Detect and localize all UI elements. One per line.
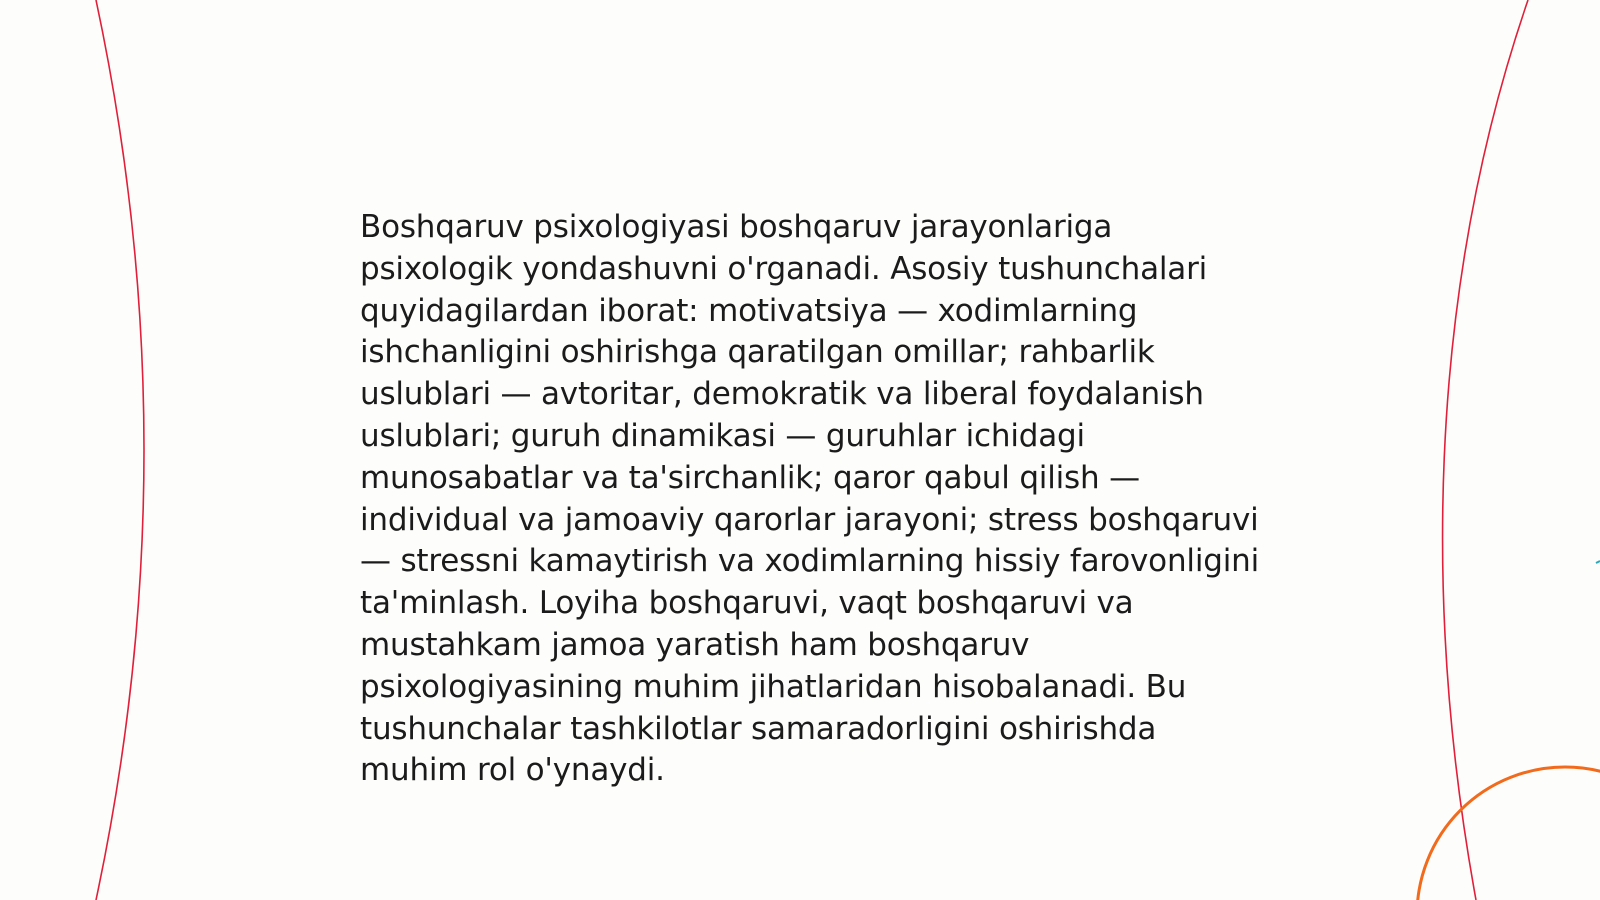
right-red-curve xyxy=(1443,0,1528,900)
slide-body-text: Boshqaruv psixologiyasi boshqaruv jarayonlariga psixologik yondashuvni o'rganadi. Asosiy tushunchalari quyidagilardan iborat: motivatsiya — xodimlarning ishchanligini oshirishga qaratilgan omillar; rahbarlik uslublari — avtoritar, demokratik va liberal foydalanish uslublari; guruh dinamikasi — guruhlar ichidagi munosabatlar va ta'sirchanlik; qaror qabul qilish — individual va jamoaviy qarorlar jarayoni; stress boshqaruvi — stressni kamaytirish va xodimlarning hissiy farovonligini ta'minlash. Loyiha boshqaruvi, vaqt boshqaruvi va mustahkam jamoa yaratish ham boshqaruv psixologiyasining muhim jihatlaridan hisobalanadi. Bu tushunchalar tashkilotlar samaradorligini oshirishda muhim rol o'ynaydi. xyxy=(360,209,1259,789)
left-red-curve xyxy=(96,0,144,900)
orange-circle xyxy=(1417,767,1600,900)
teal-accent-mark xyxy=(1596,561,1600,563)
